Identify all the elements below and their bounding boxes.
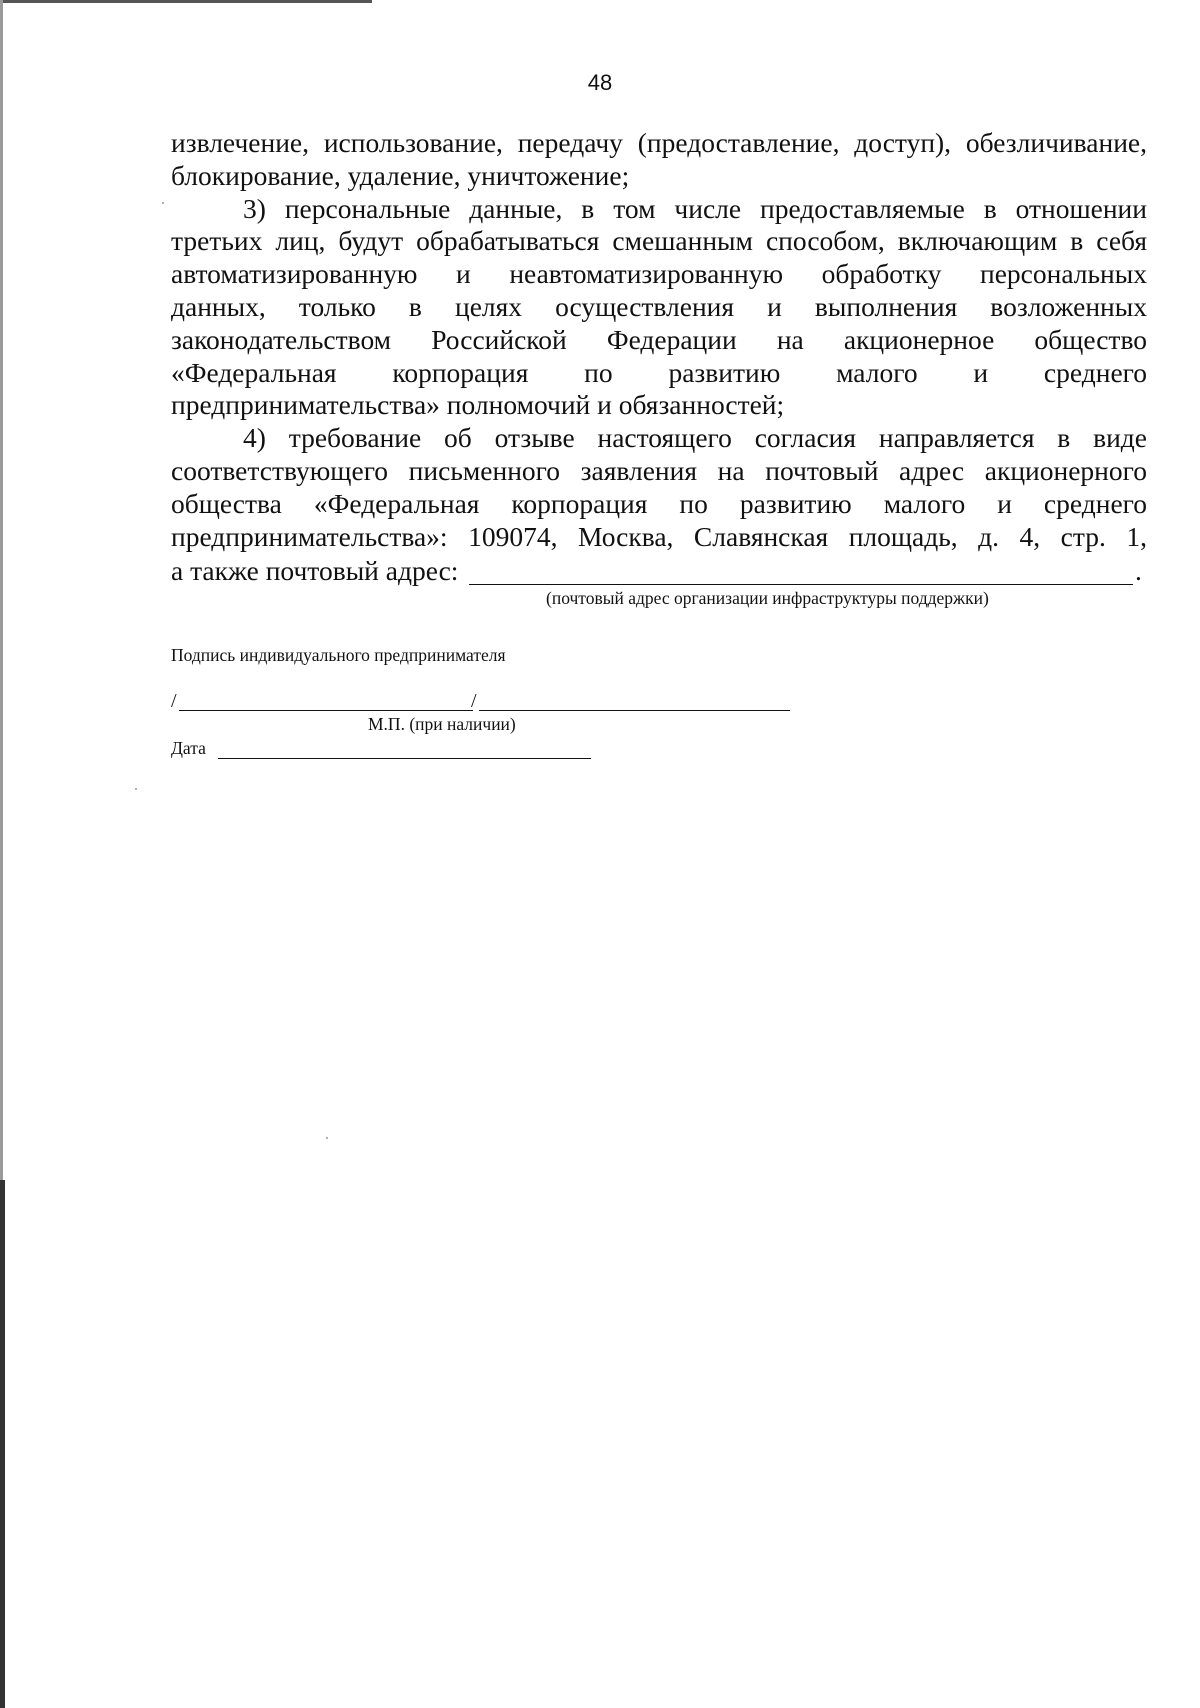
- signature-row: [171, 690, 791, 716]
- text-line: извлечение, использование, передачу (предоставление, доступ), обезличивание,: [171, 127, 1147, 158]
- scan-border-top: [0, 0, 372, 3]
- paragraph-item-4: [171, 422, 1147, 553]
- scan-speck: [326, 1137, 328, 1139]
- scan-speck: [162, 202, 164, 204]
- text-line: общества «Федеральная корпорация по развитию малого и среднего: [171, 487, 1147, 519]
- paragraph-1: [171, 127, 1147, 193]
- signature-slash: /: [171, 690, 177, 712]
- date-label: Дата: [171, 738, 206, 758]
- signature-slash: /: [471, 690, 477, 712]
- scan-speck: [135, 788, 137, 790]
- text-line: «Федеральная корпорация по развитию малого и среднего: [171, 356, 1147, 388]
- text-line: 3) персональные данные, в том числе предоставляемые в отношении: [243, 192, 1147, 224]
- postal-address-blank-line: [469, 584, 1133, 585]
- postal-address-end-mark: .: [1135, 555, 1142, 586]
- text-line: третьих лиц, будут обрабатываться смешанным способом, включающим в себя: [171, 225, 1147, 257]
- document-body: [171, 127, 1147, 553]
- scan-border-left-shadow: [0, 1180, 5, 1708]
- stamp-caption: М.П. (при наличии): [368, 714, 516, 734]
- postal-address-caption: (почтовый адрес организации инфраструктуры поддержки): [546, 588, 989, 608]
- text-line: предпринимательства» полномочий и обязанностей;: [171, 389, 785, 421]
- text-line: данных, только в целях осуществления и выполнения возложенных: [171, 290, 1147, 322]
- text-line: законодательством Российской Федерации на акционерное общество: [171, 323, 1147, 355]
- text-line: предпринимательства»: 109074, Москва, Славянская площадь, д. 4, стр. 1,: [171, 520, 1147, 552]
- postal-address-row: [171, 555, 1147, 589]
- text-line: соответствующего письменного заявления на почтовый адрес акционерного: [171, 454, 1147, 486]
- postal-address-label: а также почтовый адрес:: [171, 555, 459, 586]
- text-line: 4) требование об отзыве настоящего согласия направляется в виде: [243, 422, 1147, 454]
- text-line: автоматизированную и неавтоматизированную обработку персональных: [171, 258, 1147, 290]
- name-blank-line: [479, 710, 790, 711]
- paragraph-item-3: [171, 193, 1147, 423]
- date-blank-line: [218, 758, 591, 759]
- text-line: блокирование, удаление, уничтожение;: [171, 159, 630, 191]
- signature-blank-line: [179, 710, 473, 711]
- signature-title: Подпись индивидуального предпринимателя: [171, 645, 506, 665]
- page-number: 48: [587, 70, 613, 95]
